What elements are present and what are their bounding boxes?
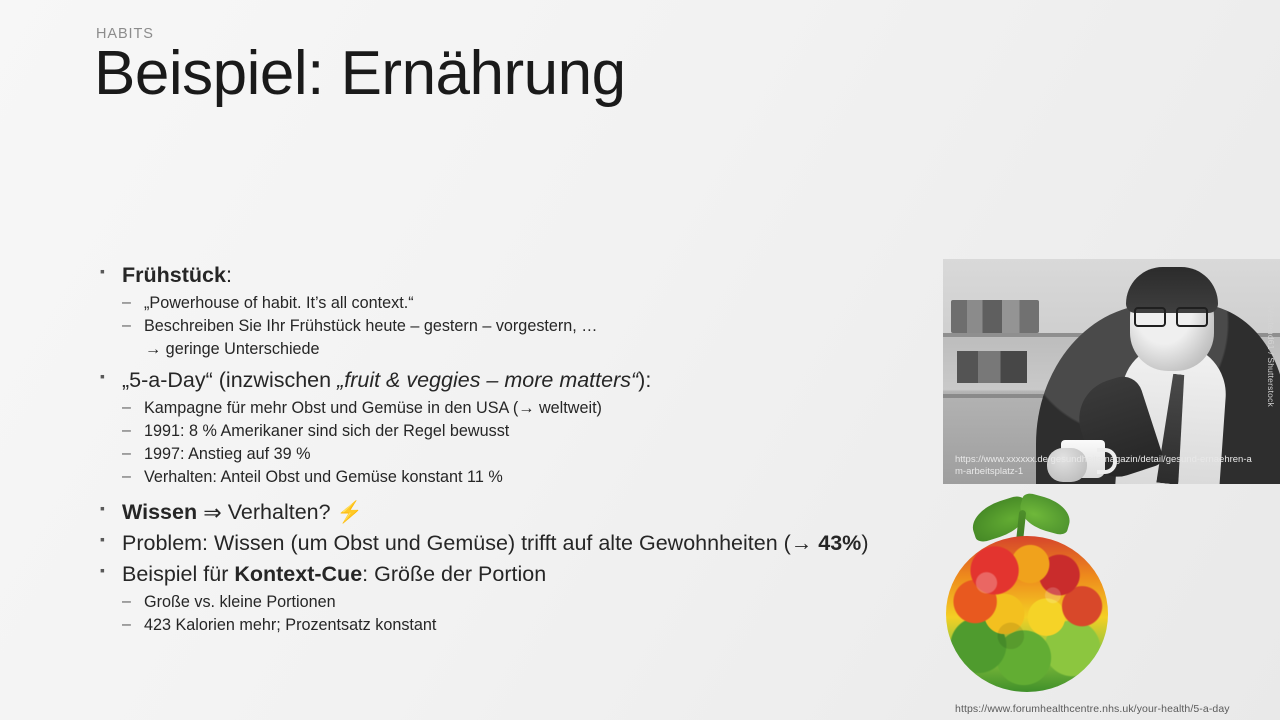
list-item <box>96 530 926 558</box>
bullet-list <box>96 262 926 637</box>
bullet-text-bold: Wissen <box>122 499 198 524</box>
bullet-text <box>122 500 363 524</box>
bullet-text-bold: Kontext-Cue <box>234 562 363 587</box>
bullet-text <box>122 531 868 555</box>
glasses-icon <box>1134 307 1208 323</box>
produce-circle-shape <box>946 536 1108 692</box>
list-item <box>122 315 926 361</box>
bullet-text-plain: Verhalten? <box>227 499 337 524</box>
bullet-text <box>122 263 232 287</box>
bullet-text-plain-2: ) <box>861 531 869 556</box>
bullet-text-plain: Beispiel für <box>122 562 235 587</box>
bullet-text-bold: Frühstück <box>122 263 226 287</box>
list-item: – 423 Kalorien mehr; Prozentsatz konstant <box>122 614 926 637</box>
photo-credit: Westend61 / Shutterstock <box>1266 305 1276 407</box>
sub-bullet-line-2: → geringe Unterschiede <box>145 339 320 358</box>
bullet-text-plain-2: (inzwischen <box>212 367 338 392</box>
bullet-text-italic: „fruit & veggies – more matters“ <box>337 367 639 392</box>
list-item <box>96 367 926 489</box>
lightning-bolt-icon: ⚡ <box>336 500 363 524</box>
photo-source-link[interactable]: https://www.xxxxxx.de/gesundheitsmagazin/detail/gesund-ernaehren-am-arbeitsplatz-1 <box>955 454 1252 478</box>
page-title: Beispiel: Ernährung <box>94 39 626 108</box>
bullet-text <box>122 368 651 392</box>
list-item: – 1991: 8 % Amerikaner sind sich der Regel bewusst <box>122 420 926 443</box>
sub-bullet-list <box>122 292 926 361</box>
list-item <box>96 561 926 637</box>
footer-source-link[interactable]: https://www.forumhealthcentre.nhs.uk/your-health/5-a-day <box>955 703 1230 715</box>
bullet-text-plain-2: : Größe der Portion <box>362 562 547 587</box>
bullet-text-bold: 43% <box>818 531 862 556</box>
list-item: – „Powerhouse of habit. It’s all context.“ <box>122 292 926 315</box>
sub-bullet-list <box>122 397 926 489</box>
bullet-text-plain: : <box>225 263 232 287</box>
slide-eyebrow: HABITS <box>96 26 154 42</box>
list-item: – Verhalten: Anteil Obst und Gemüse konstant 11 % <box>122 466 926 489</box>
slide-body <box>96 262 926 643</box>
fruit-and-vegetable-plate-photo <box>943 498 1113 696</box>
man-eating-at-desk-photo <box>943 259 1280 484</box>
list-item <box>96 499 926 528</box>
bullet-text-plain: Problem: Wissen (um Obst und Gemüse) trifft auf alte Gewohnheiten (→ <box>122 531 819 556</box>
bullet-text <box>122 562 546 586</box>
list-item: – Kampagne für mehr Obst und Gemüse in den USA (→ weltweit) <box>122 397 926 420</box>
bullet-text-plain-1: „5-a-Day“ <box>122 367 213 392</box>
list-item: – 1997: Anstieg auf 39 % <box>122 443 926 466</box>
bullet-text-plain-3: ): <box>638 367 652 392</box>
list-item <box>96 262 926 361</box>
books-shape <box>951 300 1039 334</box>
sub-bullet-line-1: Beschreiben Sie Ihr Frühstück heute – gestern – vorgestern, … <box>144 316 598 335</box>
implies-arrow-icon: ⇒ <box>197 499 228 525</box>
folders-shape <box>957 351 1027 383</box>
sub-bullet-list <box>122 591 926 637</box>
list-item: – Große vs. kleine Portionen <box>122 591 926 614</box>
